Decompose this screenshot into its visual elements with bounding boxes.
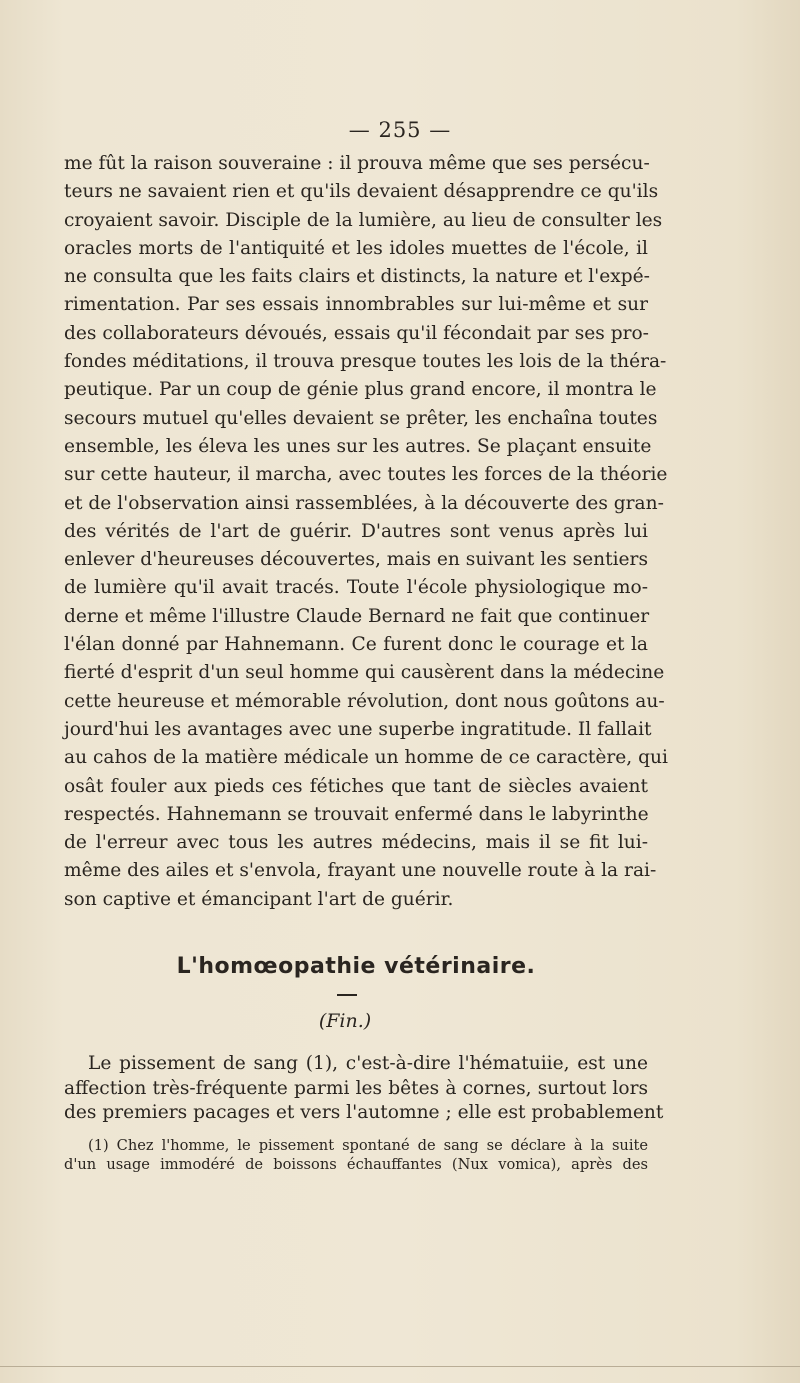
text-line: l'élan donné par Hahnemann. Ce furent donc le courage et la [64, 634, 648, 656]
heading-rule [337, 994, 357, 996]
text-line: son captive et émancipant l'art de guérir. [64, 888, 454, 910]
text-line: secours mutuel qu'elles devaient se prêter, les enchaîna toutes [64, 407, 658, 429]
text-line: me fût la raison souveraine : il prouva même que ses persécu- [64, 153, 650, 174]
text-line: fondes méditations, il trouva presque toutes les lois de la théra- [64, 351, 667, 373]
text-line: ensemble, les éleva les unes sur les autres. Se plaçant ensuite [64, 435, 652, 457]
text-line: enlever d'heureuses découvertes, mais en suivant les sentiers [64, 549, 648, 571]
text-line: au cahos de la matière médicale un homme de ce caractère, qui [64, 747, 668, 769]
text-line: peutique. Par un coup de génie plus grand encore, il montra le [64, 379, 657, 401]
fin-label: (Fin.) [318, 1010, 372, 1032]
text-line: (1) Chez l'homme, le pissement spontané de sang se déclare à la suite [88, 1137, 648, 1154]
text-line: respectés. Hahnemann se trouvait enfermé dans le labyrinthe [64, 803, 649, 825]
text-line: et de l'observation ainsi rassemblées, à la découverte des gran- [64, 492, 664, 514]
text-line: d'un usage immodéré de boissons échauffantes (Nux vomica), après des [64, 1156, 648, 1173]
text-line: des vérités de l'art de guérir. D'autres sont venus après lui [64, 520, 648, 542]
text-line: des collaborateurs dévoués, essais qu'il fécondait par ses pro- [64, 322, 649, 344]
text-line: même des ailes et s'envola, frayant une nouvelle route à la rai- [64, 860, 657, 882]
page-number: — 255 — [348, 118, 452, 142]
text-line: osât fouler aux pieds ces fétiches que tant de siècles avaient [64, 775, 648, 797]
text-line: rimentation. Par ses essais innombrables sur lui-même et sur [64, 294, 648, 316]
page-edge-line [0, 1366, 800, 1367]
text-line: teurs ne savaient rien et qu'ils devaient désapprendre ce qu'ils [64, 181, 659, 203]
text-line: croyaient savoir. Disciple de la lumière, au lieu de consulter les [64, 209, 663, 231]
text-line: des premiers pacages et vers l'automne ; elle est probablement [64, 1102, 664, 1123]
opening-paragraph [64, 1052, 664, 1126]
section-heading: L'homœopathie vétérinaire. [176, 954, 536, 979]
text-line: sur cette hauteur, il marcha, avec toutes les forces de la théorie [64, 464, 668, 486]
text-line: de l'erreur avec tous les autres médecins, mais il se fit lui- [64, 832, 648, 854]
text-line: affection très-fréquente parmi les bêtes à cornes, surtout lors [64, 1077, 648, 1099]
body-paragraph [64, 150, 668, 914]
text-line: Le pissement de sang (1), c'est-à-dire l'hématuiie, est une [88, 1053, 648, 1074]
footnote [64, 1136, 648, 1174]
text-line: oracles morts de l'antiquité et les idoles muettes de l'école, il [64, 237, 648, 259]
text-line: derne et même l'illustre Claude Bernard ne fait que continuer [64, 605, 650, 627]
text-line: ne consulta que les faits clairs et distincts, la nature et l'expé- [64, 266, 650, 288]
text-line: cette heureuse et mémorable révolution, dont nous goûtons au- [64, 690, 665, 712]
text-line: de lumière qu'il avait tracés. Toute l'école physiologique mo- [64, 577, 648, 599]
text-line: jourd'hui les avantages avec une superbe ingratitude. Il fallait [64, 718, 652, 740]
text-line: fierté d'esprit d'un seul homme qui causèrent dans la médecine [64, 662, 665, 684]
